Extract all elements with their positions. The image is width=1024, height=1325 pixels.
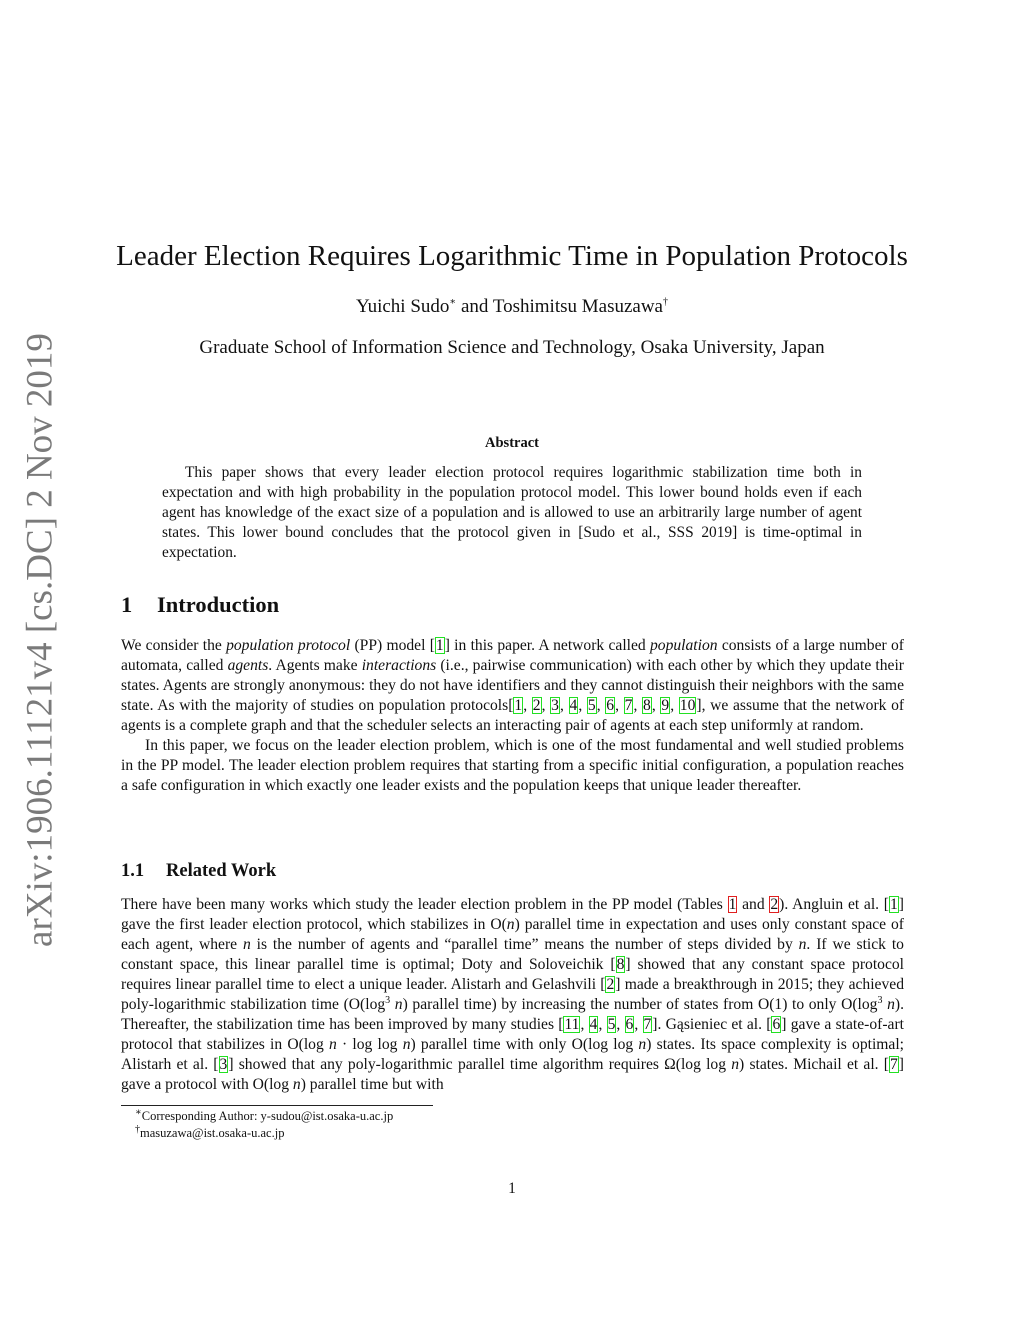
section-number: 1 xyxy=(121,592,133,617)
citation-link[interactable]: 2 xyxy=(532,697,541,714)
text-run: , xyxy=(596,697,606,714)
text-run: , xyxy=(633,697,643,714)
emphasis-text: agents xyxy=(227,657,269,674)
author-name: Toshimitsu Masuzawa xyxy=(492,296,663,317)
footnote-text: Corresponding Author: y-sudou@ist.osaka-u.ac.jp xyxy=(141,1109,394,1123)
text-run: ). Thereafter, the stabilization time has been improved by many studies [ xyxy=(121,996,904,1033)
citation-link[interactable]: 7 xyxy=(624,697,633,714)
emphasis-text: n xyxy=(798,936,807,953)
emphasis-text: population xyxy=(649,637,718,654)
text-run: and xyxy=(737,896,770,913)
citation-link[interactable]: 8 xyxy=(616,956,625,973)
citation-link[interactable]: 3 xyxy=(551,697,559,714)
text-run: ] showed that any poly-logarithmic parallel time algorithm requires Ω(log log xyxy=(228,1056,732,1073)
subsection-title: Related Work xyxy=(166,861,277,881)
citation-link[interactable]: 6 xyxy=(625,1016,634,1033)
text-run: ) parallel time) by increasing the number of states from O(1) to only O(log xyxy=(402,996,878,1013)
text-run: consists of a large number of automata, called xyxy=(121,637,904,674)
citation-link[interactable]: 9 xyxy=(661,697,670,714)
footnote xyxy=(121,1125,393,1142)
footnote-divider xyxy=(121,1105,433,1106)
citation-link[interactable]: 5 xyxy=(587,697,596,714)
table-reference-link[interactable]: 1 xyxy=(728,896,737,913)
text-run: , xyxy=(559,697,569,714)
text-run: . Agents make xyxy=(268,657,362,674)
text-run: is the number of agents and “parallel time” means the number of steps divided by xyxy=(250,936,799,953)
text-run: ] gave a protocol with O(log xyxy=(121,1056,904,1093)
text-run: ) parallel time but with xyxy=(300,1076,444,1093)
text-run: , xyxy=(580,1016,589,1033)
subsection-number: 1.1 xyxy=(121,861,145,881)
citation-link[interactable]: 3 xyxy=(219,1056,228,1073)
author-name: Yuichi Sudo xyxy=(355,296,450,317)
text-run: We consider the xyxy=(121,637,227,654)
authors xyxy=(0,296,1024,318)
superscript: 3 xyxy=(385,994,391,1006)
text-run: , xyxy=(670,697,679,714)
citation-link[interactable]: 1 xyxy=(514,697,523,714)
section-heading-introduction xyxy=(121,592,279,618)
citation-link[interactable]: 6 xyxy=(606,697,615,714)
emphasis-text: n xyxy=(638,1036,647,1053)
emphasis-text: n xyxy=(394,996,403,1013)
emphasis-text: interactions xyxy=(361,657,437,674)
text-run: . If we stick to constant space, this linear parallel time is optimal; Doty and Soloveichik [ xyxy=(121,936,904,973)
emphasis-text: n xyxy=(402,1036,411,1053)
text-run: , xyxy=(523,697,532,714)
text-run: , xyxy=(616,1016,625,1033)
text-run: ], we assume that the network of agents is a complete graph and that the scheduler selects an interacting pair of agents at each step uniformly at random. xyxy=(121,697,905,734)
arxiv-identifier-stamp: arXiv:1906.11121v4 [cs.DC] 2 Nov 2019 xyxy=(19,333,61,947)
text-run: ] gave a state-of-art protocol that stabilizes in O(log xyxy=(121,1016,904,1053)
citation-link[interactable]: 6 xyxy=(772,1016,781,1033)
text-run: ] in this paper. A network called xyxy=(444,637,650,654)
subsection-heading-related-work xyxy=(121,861,276,882)
text-run: (i.e., pairwise communication) with each other by which they update their states. Agents are strongly anonymous: they do not have identifiers and they cannot distinguish their neighbors with the same state. As with the majority of studies on population protocols[ xyxy=(121,657,904,714)
text-run: , xyxy=(598,1016,607,1033)
text-run: There have been many works which study the leader election problem in the PP model (Tables xyxy=(121,896,728,913)
text-run: , xyxy=(634,1016,643,1033)
footnotes xyxy=(121,1108,393,1142)
citation-link[interactable]: 11 xyxy=(564,1016,580,1033)
emphasis-text: n xyxy=(242,936,251,953)
citation-link[interactable]: 7 xyxy=(890,1056,898,1073)
table-reference-link[interactable]: 2 xyxy=(770,896,779,913)
paper-title: Leader Election Requires Logarithmic Time in Population Protocols xyxy=(116,240,908,272)
text-run: ] showed that any constant space protocol requires linear parallel time to elect a unique leader. Alistarh and Gelashvili [ xyxy=(121,956,905,993)
author-conjunction: and xyxy=(456,296,493,317)
citation-link[interactable]: 1 xyxy=(890,896,898,913)
text-run: ) states. Its space complexity is optimal; Alistarh et al. [ xyxy=(121,1036,905,1073)
citation-link[interactable]: 4 xyxy=(569,697,578,714)
citation-link[interactable]: 2 xyxy=(606,976,615,993)
footnote-text: masuzawa@ist.osaka-u.ac.jp xyxy=(140,1126,285,1140)
related-work-body xyxy=(121,895,904,1095)
abstract-heading: Abstract xyxy=(485,435,539,451)
text-run: In this paper, we focus on the leader election problem, which is one of the most fundamental and well studied problems in the PP model. The leader election problem requires that starting from a specific initial configuration, a population reaches a safe configuration in which exactly one leader exists and the population keeps that unique leader thereafter. xyxy=(121,737,904,794)
citation-link[interactable]: 1 xyxy=(435,637,444,654)
paragraph xyxy=(121,895,904,1095)
text-run: ] made a breakthrough in 2015; they achieved poly-logarithmic stabilization time (O(log xyxy=(121,976,904,1013)
citation-link[interactable]: 10 xyxy=(679,697,696,714)
emphasis-text: population protocol xyxy=(226,637,351,654)
footnote xyxy=(121,1108,393,1125)
emphasis-text: n xyxy=(887,996,895,1013)
footnote-mark: ∗ xyxy=(449,296,457,308)
section-title: Introduction xyxy=(157,592,280,617)
paragraph xyxy=(121,736,904,796)
footnote-mark: † xyxy=(135,1123,140,1135)
page-number: 1 xyxy=(508,1180,516,1197)
citation-link[interactable]: 8 xyxy=(643,697,651,714)
footnote-mark: † xyxy=(663,296,668,308)
introduction-body xyxy=(121,636,904,796)
text-run: , xyxy=(615,697,624,714)
emphasis-text: n xyxy=(292,1076,301,1093)
text-run: ]. Gąsieniec et al. [ xyxy=(652,1016,772,1033)
affiliation: Graduate School of Information Science and Technology, Osaka University, Japan xyxy=(199,337,825,358)
paragraph xyxy=(121,636,904,736)
text-run: ) states. Michail et al. [ xyxy=(739,1056,889,1073)
emphasis-text: n xyxy=(731,1056,740,1073)
abstract-text: This paper shows that every leader election protocol requires logarithmic stabilization time both in expectation and with high probability in the population protocol model. This lower bound holds even if each agent has knowledge of the exact size of a population and is allowed to use an arbitrarily large number of agent states. This lower bound concludes that the protocol given in [Sudo et al., SSS 2019] is time-optimal in expectation. xyxy=(162,464,862,561)
citation-link[interactable]: 5 xyxy=(607,1016,616,1033)
emphasis-text: n xyxy=(328,1036,337,1053)
text-run: ] gave the first leader election protocol, which stabilizes in O( xyxy=(121,896,904,933)
text-run: , xyxy=(651,697,661,714)
citation-link[interactable]: 4 xyxy=(589,1016,598,1033)
citation-link[interactable]: 7 xyxy=(643,1016,652,1033)
text-run: (PP) model [ xyxy=(350,637,435,654)
text-run: , xyxy=(578,697,587,714)
superscript: 3 xyxy=(877,994,883,1006)
text-run: ) parallel time with only O(log log xyxy=(410,1036,639,1053)
emphasis-text: n xyxy=(506,916,515,933)
text-run: · log log xyxy=(336,1036,403,1053)
footnote-mark: ∗ xyxy=(135,1106,142,1118)
text-run: , xyxy=(541,697,551,714)
text-run: ). Angluin et al. [ xyxy=(779,896,889,913)
text-run: ) parallel time in expectation and uses only constant space of each agent, where xyxy=(121,916,904,953)
